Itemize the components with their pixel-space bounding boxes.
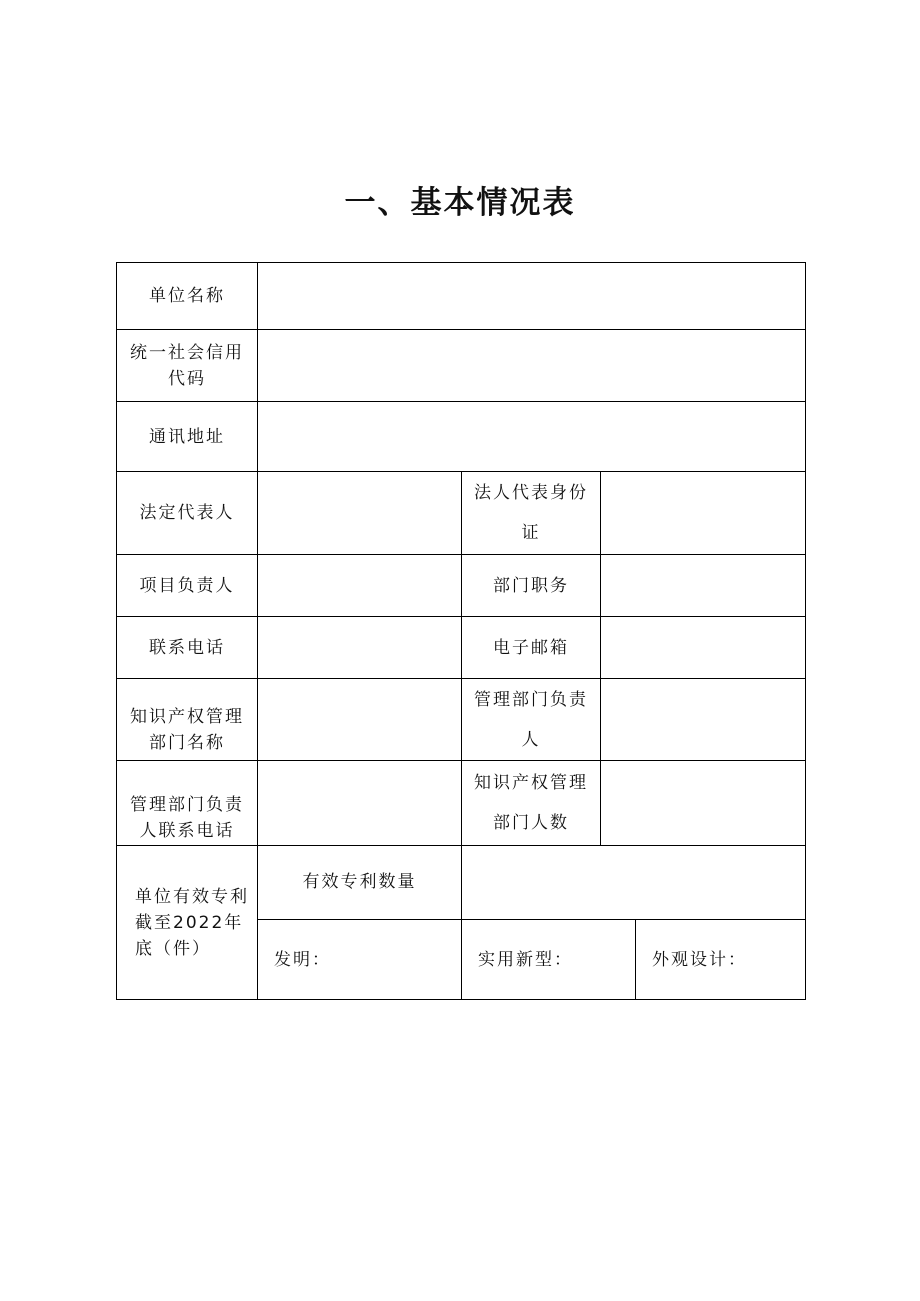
- label-project-lead: 项目负责人: [117, 555, 258, 617]
- label-email: 电子邮箱: [462, 617, 601, 679]
- label-mgmt-dept-lead-phone: 管理部门负责 人联系电话: [117, 761, 258, 846]
- page-title: 一、基本情况表: [344, 185, 576, 221]
- field-email[interactable]: [601, 617, 805, 679]
- label-valid-patent-count: 有效专利数量: [258, 846, 462, 920]
- label-valid-patents: 单位有效专利 截至2022年 底（件）: [117, 846, 258, 999]
- field-unit-name[interactable]: [258, 263, 805, 330]
- field-ip-dept-name[interactable]: [258, 679, 462, 761]
- field-design[interactable]: 外观设计：: [652, 949, 747, 970]
- field-phone[interactable]: [258, 617, 462, 679]
- field-legal-rep[interactable]: [258, 472, 462, 555]
- label-ip-dept-headcount: 知识产权管理 部门人数: [462, 761, 601, 846]
- label-credit-code: 统一社会信用 代码: [117, 330, 258, 402]
- field-utility-model[interactable]: 实用新型：: [462, 920, 636, 999]
- field-mgmt-dept-lead[interactable]: [601, 679, 805, 761]
- label-unit-name: 单位名称: [117, 263, 258, 330]
- label-ip-dept-name: 知识产权管理 部门名称: [117, 679, 258, 761]
- label-mgmt-dept-lead: 管理部门负责 人: [462, 679, 601, 761]
- label-legal-rep-id: 法人代表身份 证: [462, 472, 601, 555]
- field-address[interactable]: [258, 402, 805, 472]
- field-dept-title[interactable]: [601, 555, 805, 617]
- label-legal-rep: 法定代表人: [117, 472, 258, 555]
- field-invention[interactable]: 发明：: [258, 920, 462, 999]
- label-address: 通讯地址: [117, 402, 258, 472]
- field-project-lead[interactable]: [258, 555, 462, 617]
- label-dept-title: 部门职务: [462, 555, 601, 617]
- field-ip-dept-headcount[interactable]: [601, 761, 805, 846]
- field-valid-patent-count[interactable]: [462, 846, 805, 920]
- field-mgmt-dept-lead-phone[interactable]: [258, 761, 462, 846]
- field-credit-code[interactable]: [258, 330, 805, 402]
- label-phone: 联系电话: [117, 617, 258, 679]
- basic-info-table: [116, 262, 806, 1000]
- field-legal-rep-id[interactable]: [601, 472, 805, 555]
